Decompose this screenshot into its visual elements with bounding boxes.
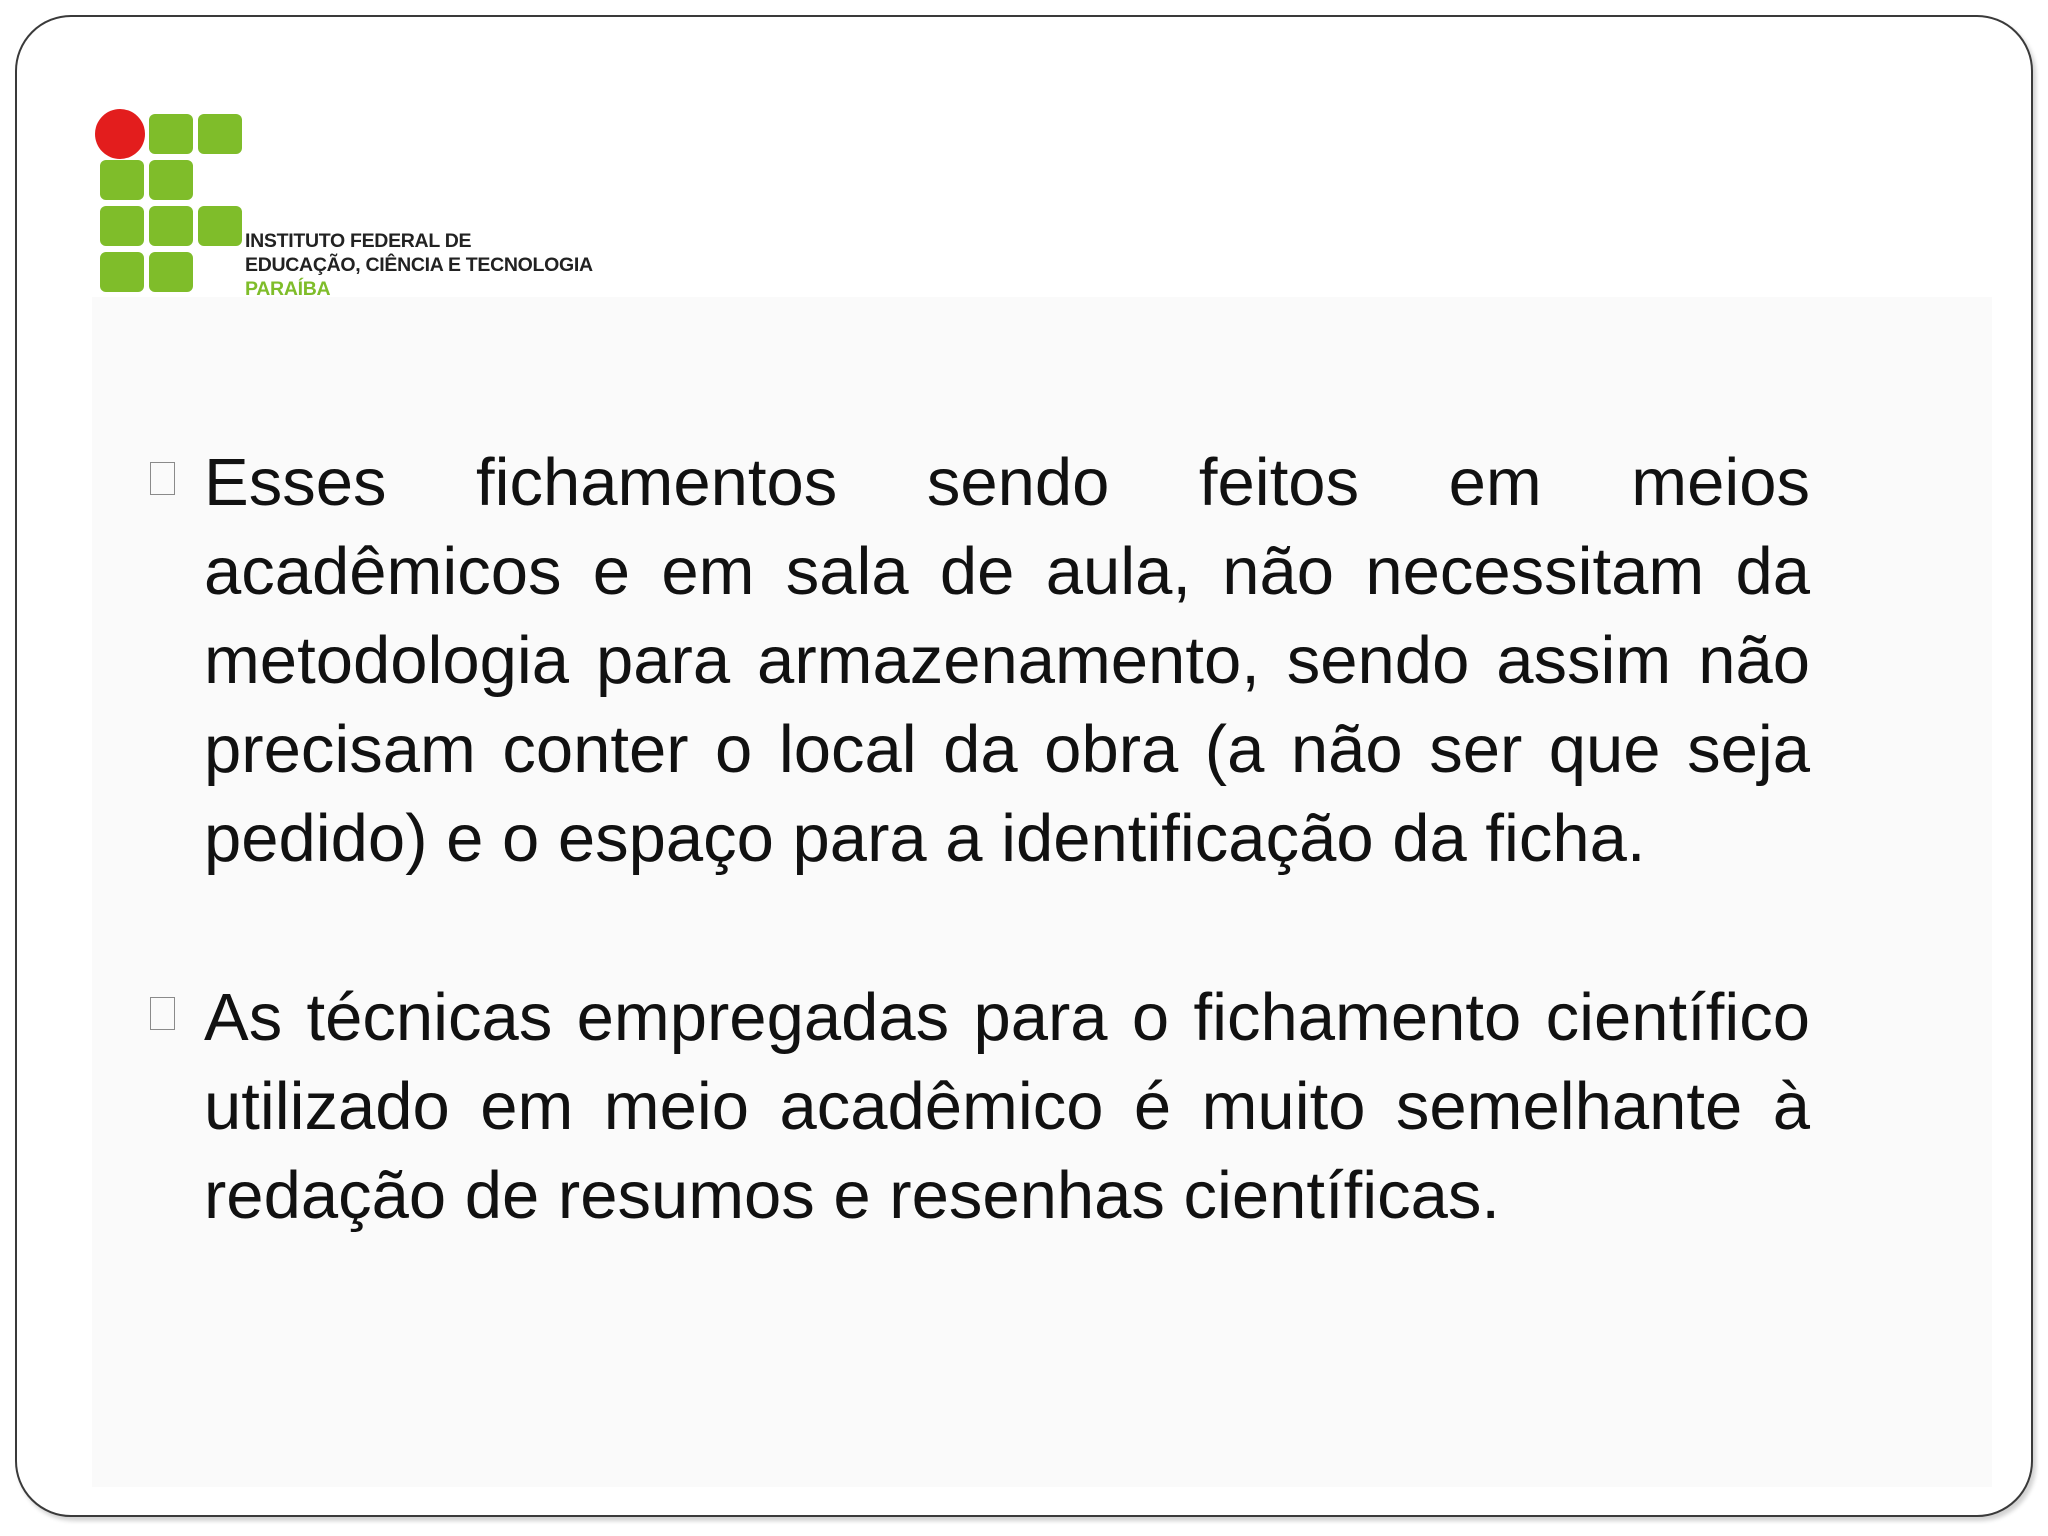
bullet-item [150, 973, 1810, 1240]
logo-square [198, 114, 242, 154]
logo-line-1: INSTITUTO FEDERAL DE [245, 230, 472, 252]
logo-square [149, 160, 193, 200]
square-bullet-icon [150, 997, 175, 1030]
logo-red-dot-icon [95, 109, 145, 159]
logo-square [149, 206, 193, 246]
institution-logo [95, 109, 615, 309]
logo-square [149, 114, 193, 154]
bullet-text: As técnicas empregadas para o fichamento científico utilizado em meio acadêmico é muito semelhante à redação de resumos e resenhas científicas. [204, 980, 1810, 1233]
logo-mark-icon [95, 109, 245, 299]
logo-line-3: PARAÍBA [245, 278, 331, 300]
logo-square [100, 206, 144, 246]
logo-text [245, 229, 593, 301]
logo-square [100, 252, 144, 292]
logo-line-2: EDUCAÇÃO, CIÊNCIA E TECNOLOGIA [245, 254, 593, 276]
logo-square [198, 206, 242, 246]
bullet-item [150, 438, 1810, 883]
square-bullet-icon [150, 462, 175, 495]
bullet-text: Esses fichamentos sendo feitos em meios acadêmicos e em sala de aula, não necessitam da metodologia para armazenamento, sendo assim não precisam conter o local da obra (a não ser que seja pedido) e o espaço para a identificação da ficha. [204, 445, 1810, 876]
logo-square [100, 160, 144, 200]
logo-square [149, 252, 193, 292]
bullet-list [150, 438, 1810, 1330]
